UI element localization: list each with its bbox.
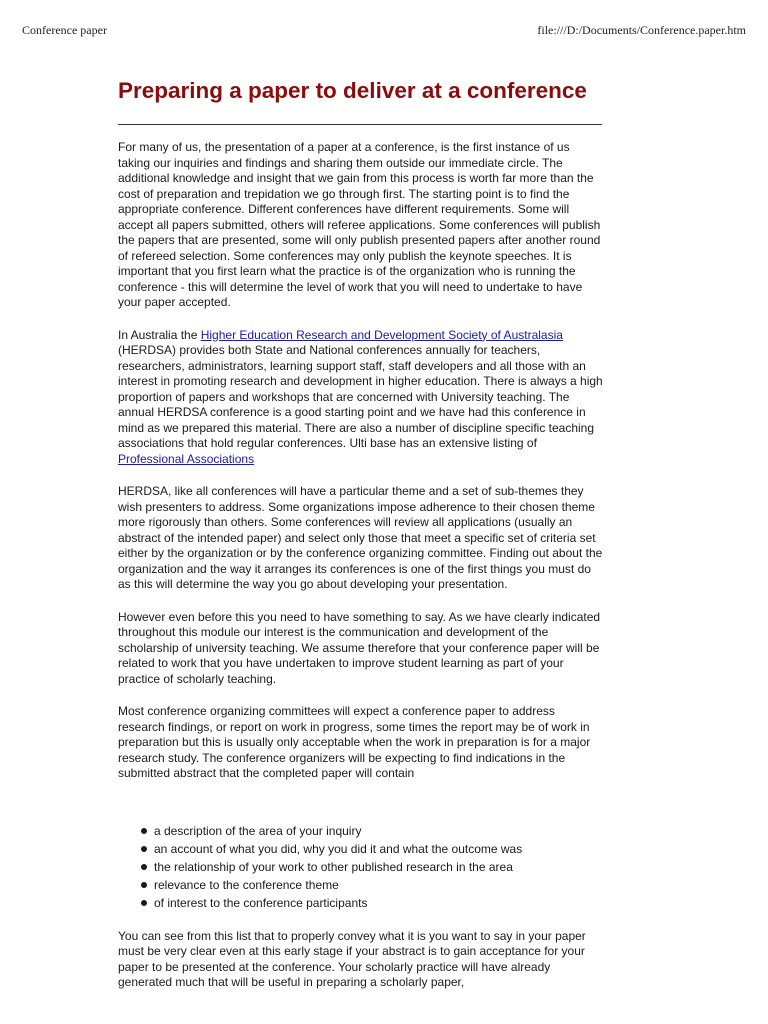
list-item-text: an account of what you did, why you did it and what the outcome was	[154, 841, 523, 856]
bullet-icon	[141, 846, 147, 852]
paragraph-intro: For many of us, the presentation of a paper at a conference, is the first instance of us taking our inquiries and findings and sharing them outside our immediate circle. The additional knowledge and insight that we gain from this process is worth far more than the cost of preparation and trepidation we go through first. The starting point is to find the appropriate conference. Different conferences have different requirements. Some will accept all papers submitted, others will referee applications. Some conferences will publish the papers that are presented, some will only publish presented papers after another round of refereed selection. Some conferences may only publish the keynote speeches. It is important that you first learn what the practice is of the organization who is running the conference - this will determine the level of work that you will need to undertake to have your paper accepted.	[118, 140, 601, 309]
print-header-title: Conference paper	[22, 23, 107, 37]
bullet-icon	[141, 864, 147, 870]
list-item	[154, 858, 604, 876]
print-header	[22, 23, 746, 39]
paragraph-text: In Australia the	[118, 327, 201, 342]
bullet-icon	[141, 828, 147, 834]
list-item	[154, 840, 604, 858]
title-divider	[118, 124, 602, 125]
paragraph-herdsa-intro	[118, 328, 604, 468]
bullet-icon	[141, 900, 147, 906]
professional-associations-link[interactable]: Professional Associations	[118, 451, 255, 466]
herdsa-link[interactable]: Higher Education Research and Development Society of Australasia	[200, 327, 563, 342]
list-item-text: a description of the area of your inquiry	[154, 823, 362, 838]
list-item-text: the relationship of your work to other published research in the area	[154, 859, 513, 874]
list-item	[154, 876, 604, 894]
list-item-text: of interest to the conference participants	[154, 895, 368, 910]
paragraph-convey: You can see from this list that to properly convey what it is you want to say in your paper must be very clear even at this early stage if your abstract is to gain acceptance for your paper to be presented at the conference. Your scholarly practice will have already generated much that will be useful in preparing a scholarly paper,	[118, 928, 586, 989]
list-item	[154, 894, 604, 912]
paragraph-themes: HERDSA, like all conferences will have a particular theme and a set of sub-themes they wish presenters to address. Some organizations impose adherence to their chosen theme more rigorously than others. Some conferences will review all applications (usually an abstract of the intended paper) and select only those that meet a specific set of criteria set either by the organization or by the conference organizing committee. Finding out about the organization and the way it arranges its conferences is one of the first things you must do as this will determine the way you go about developing your presentation.	[118, 484, 603, 591]
page-title: Preparing a paper to deliver at a conference	[118, 78, 587, 103]
list-item	[154, 822, 604, 840]
paragraph-committee-expectations: Most conference organizing committees will expect a conference paper to address research findings, or report on work in progress, some times the report may be of work in preparation but this is usually only acceptable when the work in preparation is for a major research study. The conference organizers will be expecting to find indications in the submitted abstract that the completed paper will contain	[118, 704, 591, 780]
abstract-contents-list	[118, 822, 604, 912]
paragraph-something-to-say: However even before this you need to have something to say. As we have clearly indicated throughout this module our interest is the communication and development of the scholarship of university teaching. We assume therefore that your conference paper will be related to work that you have undertaken to improve student learning as part of your practice of scholarly teaching.	[118, 609, 601, 686]
bullet-icon	[141, 882, 147, 888]
document-body	[118, 76, 604, 991]
list-item-text: relevance to the conference theme	[154, 877, 339, 892]
paragraph-text: (HERDSA) provides both State and National conferences annually for teachers, researchers, administrators, learning support staff, staff developers and all those with an interest in promoting research and development in higher education. There is always a high proportion of papers and workshops that are concerned with University teaching. The annual HERDSA conference is a good starting point and we have had this conference in mind as we prepared this material. There are also a number of discipline specific teaching associations that hold regular conferences. Ulti base has an extensive listing of	[118, 343, 603, 450]
print-header-url: file:///D:/Documents/Conference.paper.htm	[537, 23, 746, 37]
